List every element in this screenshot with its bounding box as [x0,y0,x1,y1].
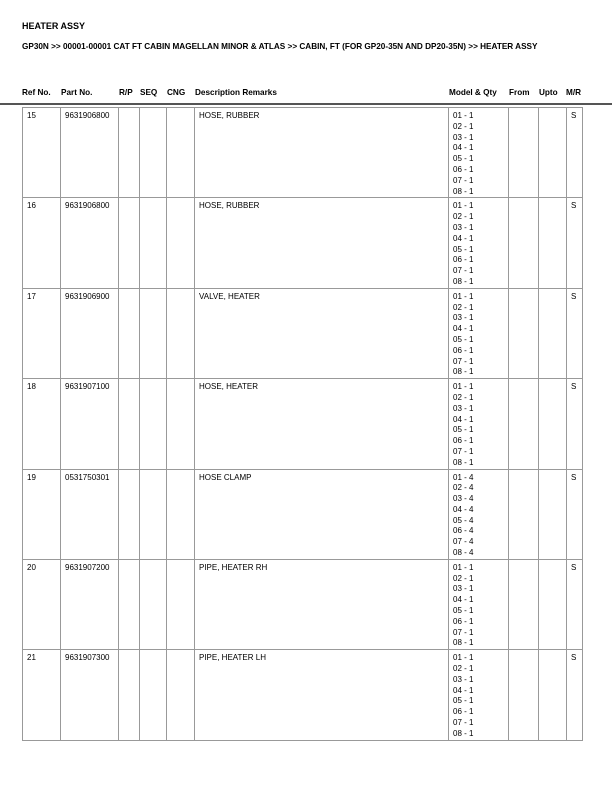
rp-cell [119,288,140,378]
model-qty-line: 04 - 4 [453,504,474,514]
description-cell: VALVE, HEATER [195,288,449,378]
cng-cell [167,288,195,378]
header-ref: Ref No. [22,88,51,97]
header-mr: M/R [566,88,582,97]
model-qty-line: 01 - 1 [453,562,474,572]
upto-cell [539,379,567,469]
model-qty-line: 02 - 4 [453,483,474,493]
part-no-cell: 9631907300 [61,650,119,740]
rp-cell [119,108,140,198]
model-qty-line: 08 - 1 [453,457,474,467]
upto-cell [539,559,567,649]
mr-cell: S [567,198,583,288]
model-qty-line: 04 - 1 [453,685,474,695]
description-cell: PIPE, HEATER RH [195,559,449,649]
model-qty-cell [449,469,509,559]
table-row [23,650,583,740]
model-qty-line: 04 - 1 [453,143,474,153]
upto-cell [539,198,567,288]
model-qty-line: 05 - 1 [453,244,474,254]
model-qty-line: 08 - 1 [453,728,474,738]
model-qty-line: 05 - 1 [453,154,474,164]
cng-cell [167,379,195,469]
from-cell [509,198,539,288]
header-model: Model & Qty [449,88,497,97]
model-qty-line: 06 - 1 [453,255,474,265]
model-qty-cell [449,379,509,469]
header-rp: R/P [119,88,133,97]
model-qty-cell [449,288,509,378]
model-qty-line: 03 - 1 [453,222,474,232]
model-qty-line: 02 - 1 [453,121,474,131]
ref-cell: 16 [23,198,61,288]
model-qty-line: 01 - 1 [453,111,474,120]
from-cell [509,108,539,198]
model-qty-line: 06 - 1 [453,345,474,355]
mr-cell: S [567,650,583,740]
rp-cell [119,379,140,469]
seq-cell [140,379,167,469]
model-qty-cell [449,198,509,288]
part-no-cell: 9631906800 [61,108,119,198]
model-qty-line: 02 - 1 [453,212,474,222]
model-qty-line: 07 - 1 [453,446,474,456]
part-no-cell: 9631906800 [61,198,119,288]
table-row [23,559,583,649]
model-qty-line: 02 - 1 [453,664,474,674]
model-qty-line: 05 - 1 [453,425,474,435]
model-qty-line: 07 - 1 [453,627,474,637]
upto-cell [539,108,567,198]
ref-cell: 15 [23,108,61,198]
model-qty-cell [449,650,509,740]
header-upto: Upto [539,88,558,97]
header-cng: CNG [167,88,186,97]
seq-cell [140,469,167,559]
from-cell [509,288,539,378]
seq-cell [140,108,167,198]
ref-cell: 18 [23,379,61,469]
model-qty-line: 03 - 1 [453,584,474,594]
table-row [23,469,583,559]
model-qty-line: 02 - 1 [453,392,474,402]
part-no-cell: 0531750301 [61,469,119,559]
model-qty-line: 03 - 4 [453,494,474,504]
mr-cell: S [567,469,583,559]
from-cell [509,379,539,469]
breadcrumb: GP30N >> 00001-00001 CAT FT CABIN MAGELLAN MINOR & ATLAS >> CABIN, FT (FOR GP20-35N AND DP20-35N) >> HEATER ASSY [22,42,538,51]
part-no-cell: 9631907100 [61,379,119,469]
upto-cell [539,469,567,559]
table-row [23,198,583,288]
seq-cell [140,198,167,288]
seq-cell [140,559,167,649]
header-divider [0,103,612,105]
ref-cell: 20 [23,559,61,649]
model-qty-line: 02 - 1 [453,302,474,312]
model-qty-line: 07 - 4 [453,537,474,547]
rp-cell [119,198,140,288]
header-seq: SEQ [140,88,158,97]
seq-cell [140,650,167,740]
cng-cell [167,559,195,649]
model-qty-line: 01 - 4 [453,472,474,482]
model-qty-line: 07 - 1 [453,356,474,366]
cng-cell [167,650,195,740]
seq-cell [140,288,167,378]
model-qty-line: 02 - 1 [453,573,474,583]
model-qty-line: 04 - 1 [453,233,474,243]
mr-cell: S [567,559,583,649]
model-qty-line: 08 - 1 [453,638,474,648]
table-row [23,108,583,198]
table-row [23,288,583,378]
model-qty-line: 01 - 1 [453,201,474,211]
model-qty-cell [449,559,509,649]
ref-cell: 17 [23,288,61,378]
model-qty-line: 04 - 1 [453,414,474,424]
rp-cell [119,650,140,740]
model-qty-cell [449,108,509,198]
model-qty-line: 03 - 1 [453,132,474,142]
model-qty-line: 04 - 1 [453,324,474,334]
model-qty-line: 07 - 1 [453,266,474,276]
model-qty-line: 08 - 1 [453,367,474,377]
from-cell [509,650,539,740]
model-qty-line: 06 - 1 [453,616,474,626]
table-row [23,379,583,469]
part-no-cell: 9631907200 [61,559,119,649]
cng-cell [167,469,195,559]
mr-cell: S [567,108,583,198]
model-qty-line: 06 - 1 [453,436,474,446]
description-cell: PIPE, HEATER LH [195,650,449,740]
model-qty-line: 01 - 1 [453,653,474,663]
model-qty-line: 03 - 1 [453,403,474,413]
model-qty-line: 07 - 1 [453,718,474,728]
rp-cell [119,559,140,649]
upto-cell [539,650,567,740]
cng-cell [167,108,195,198]
model-qty-line: 03 - 1 [453,313,474,323]
mr-cell: S [567,379,583,469]
header-from: From [509,88,530,97]
part-no-cell: 9631906900 [61,288,119,378]
model-qty-line: 05 - 1 [453,334,474,344]
from-cell [509,559,539,649]
mr-cell: S [567,288,583,378]
description-cell: HOSE, RUBBER [195,108,449,198]
model-qty-line: 05 - 1 [453,696,474,706]
page-title: HEATER ASSY [22,21,86,31]
model-qty-line: 07 - 1 [453,175,474,185]
model-qty-line: 01 - 1 [453,382,474,392]
ref-cell: 19 [23,469,61,559]
description-cell: HOSE, RUBBER [195,198,449,288]
model-qty-line: 05 - 1 [453,606,474,616]
model-qty-line: 04 - 1 [453,595,474,605]
ref-cell: 21 [23,650,61,740]
header-part: Part No. [61,88,93,97]
model-qty-line: 08 - 4 [453,548,474,558]
description-cell: HOSE CLAMP [195,469,449,559]
header-desc: Description Remarks [195,88,277,97]
model-qty-line: 06 - 1 [453,707,474,717]
model-qty-line: 08 - 1 [453,186,474,196]
model-qty-line: 05 - 4 [453,515,474,525]
rp-cell [119,469,140,559]
model-qty-line: 06 - 4 [453,526,474,536]
model-qty-line: 08 - 1 [453,276,474,286]
parts-table [22,107,583,741]
model-qty-line: 01 - 1 [453,291,474,301]
model-qty-line: 06 - 1 [453,164,474,174]
model-qty-line: 03 - 1 [453,674,474,684]
upto-cell [539,288,567,378]
cng-cell [167,198,195,288]
description-cell: HOSE, HEATER [195,379,449,469]
from-cell [509,469,539,559]
